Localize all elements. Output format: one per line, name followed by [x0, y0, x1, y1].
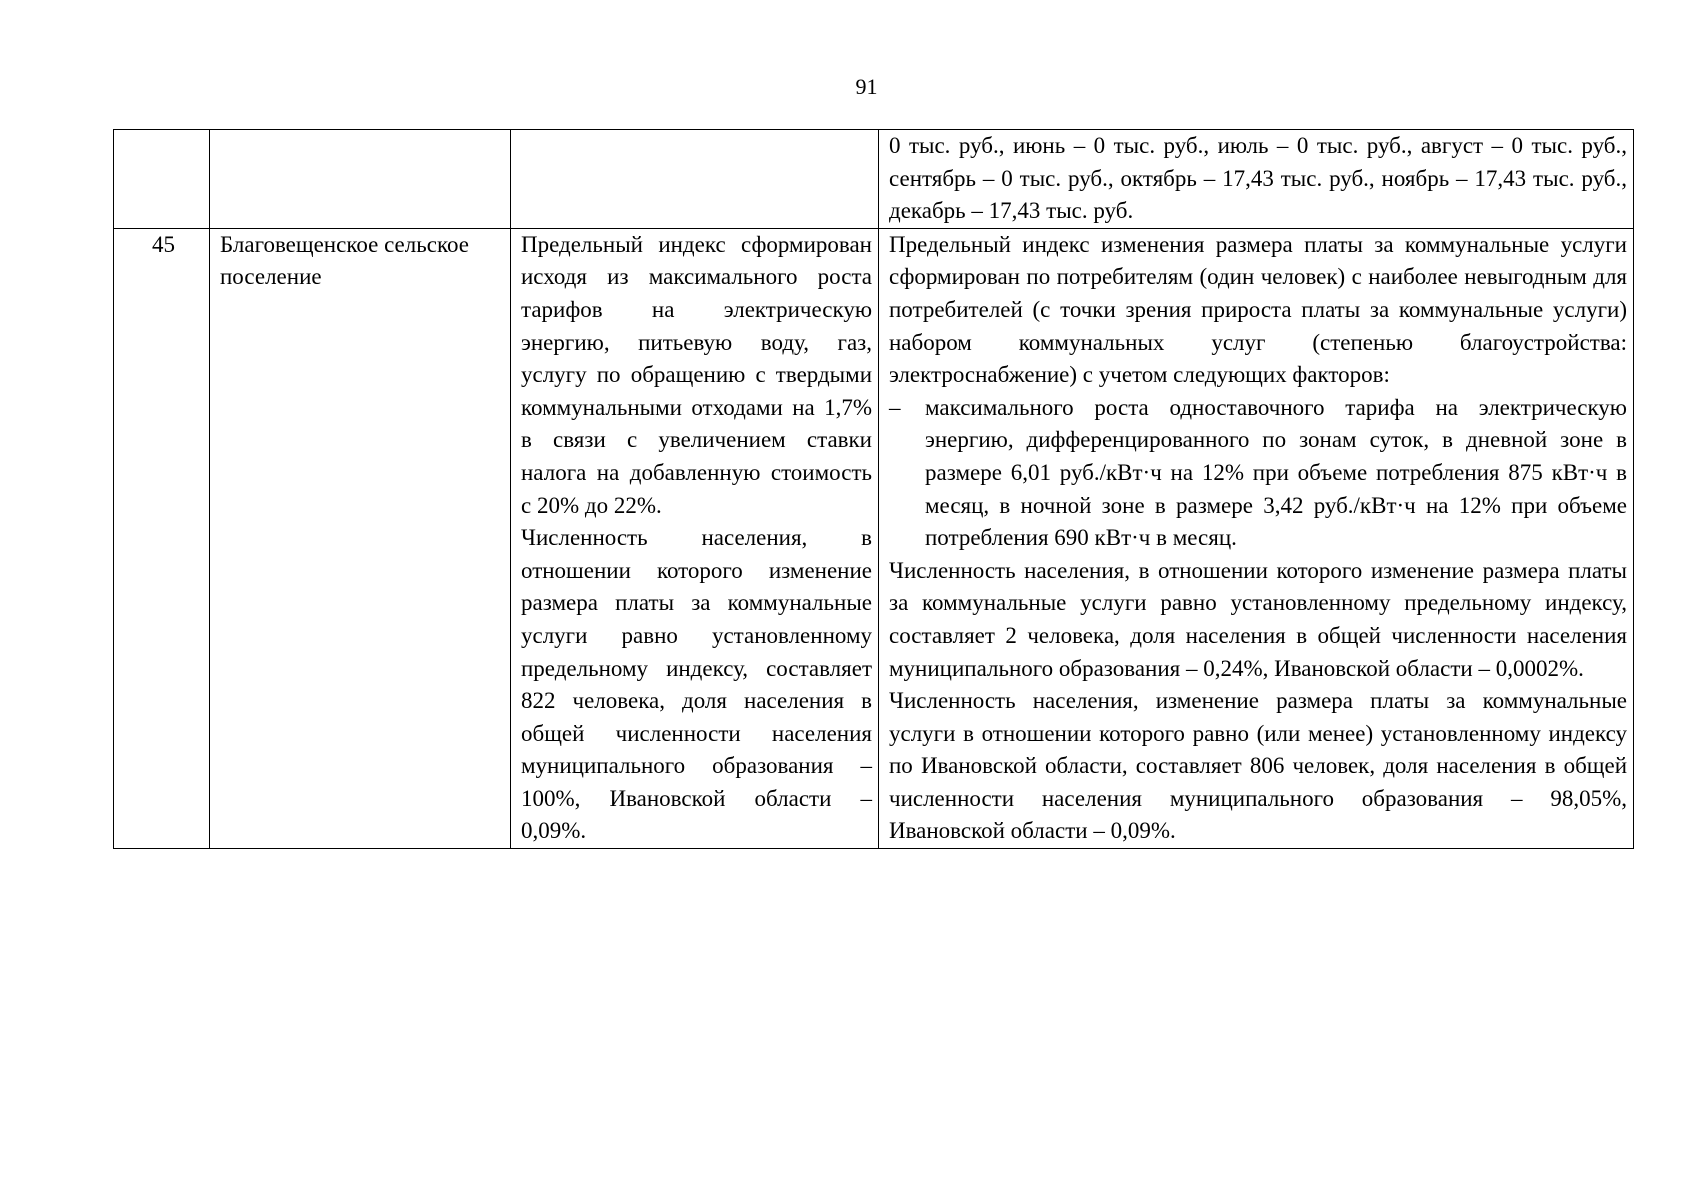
page-number: 91	[855, 74, 878, 99]
tariff-index-table	[113, 129, 1634, 849]
list-dash: –	[889, 394, 901, 420]
index-basis-paragraph: Предельный индекс сформирован исходя из максимального роста тарифов на электрическую энергию, питьевую воду, газ, услугу по обращению с твердыми коммунальными отходами на 1,7% в связи с увеличением ставки налога на добавленную стоимость с 20% до 22%.	[521, 231, 872, 518]
cell-index-basis-empty	[511, 130, 879, 229]
cell-continuation-text: 0 тыс. руб., июнь – 0 тыс. руб., июль – 0 тыс. руб., август – 0 тыс. руб., сентябрь – 0 тыс. руб., октябрь – 17,43 тыс. руб., ноябрь – 17,43 тыс. руб., декабрь – 17,43 тыс. руб.	[879, 130, 1634, 229]
index-details-cell	[879, 228, 1634, 848]
cell-settlement-empty	[210, 130, 511, 229]
settlement-name-text: Благовещенское сельское поселение	[220, 231, 469, 290]
population-paragraph: Численность населения, в отношении которого изменение размера платы за коммунальные услуги равно установленному предельному индексу, составляет 822 человека, доля населения в общей численности населения муниципального образования – 100%, Ивановской области – 0,09%.	[521, 525, 872, 844]
index-basis-cell	[511, 228, 879, 848]
table-row-continuation	[114, 130, 1634, 229]
population-below-paragraph: Численность населения, изменение размера платы за коммунальные услуги в отношении которого равно (или менее) установленному индексу по Ивановской области, составляет 806 человек, доля населения в общей численности населения муниципального образования – 98,05%, Ивановской области – 0,09%.	[889, 688, 1627, 844]
row-number: 45	[114, 228, 210, 848]
table-row-45	[114, 228, 1634, 848]
factor-text: максимального роста одноставочного тарифа на электрическую энергию, дифференцированного по зонам суток, в дневной зоне в размере 6,01 руб./кВт·ч на 12% при объеме потребления 875 кВт·ч в месяц, в ночной зоне в размере 3,42 руб./кВт·ч на 12% при объеме потребления 690 кВт·ч в месяц.	[925, 394, 1627, 551]
settlement-name	[210, 228, 511, 848]
factor-list-item	[889, 392, 1627, 555]
index-formation-paragraph: Предельный индекс изменения размера платы за коммунальные услуги сформирован по потребителям (один человек) с наиболее невыгодным для потребителей (с точки зрения прироста платы за коммунальные услуги) набором коммунальных услуг (степенью благоустройства: электроснабжение) с учетом следующих факторов:	[889, 231, 1627, 388]
cell-number-empty	[114, 130, 210, 229]
population-equal-paragraph: Численность населения, в отношении которого изменение размера платы за коммунальные услуги равно установленному предельному индексу, составляет 2 человека, доля населения в общей численности населения муниципального образования – 0,24%, Ивановской области – 0,0002%.	[889, 557, 1627, 681]
